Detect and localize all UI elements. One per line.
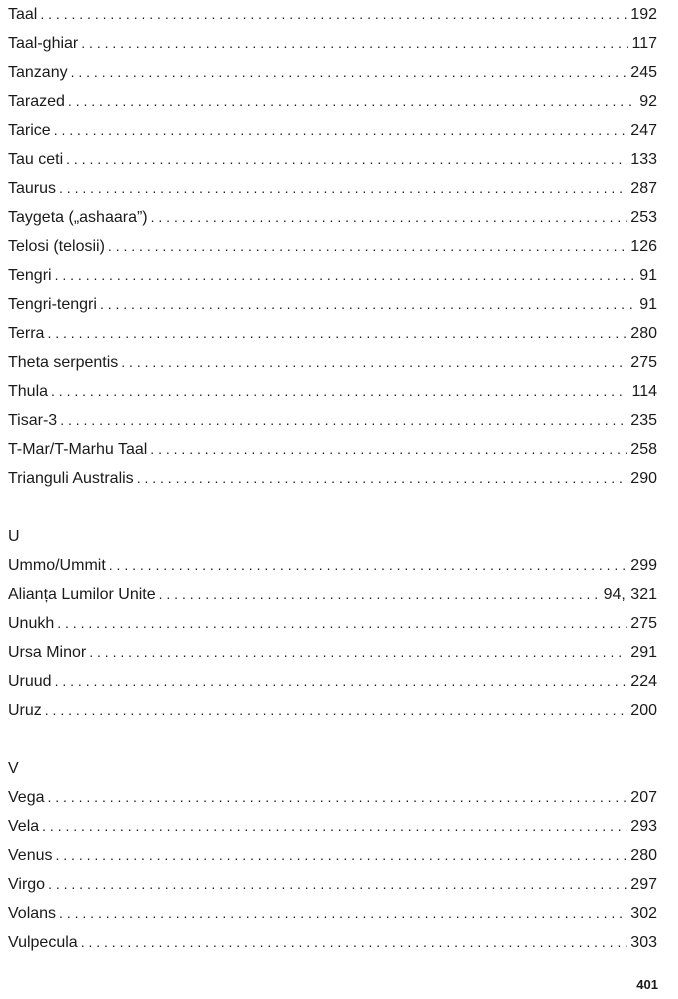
- dot-leader: [137, 464, 628, 493]
- entry-name: Telosi (telosii): [8, 238, 105, 255]
- entry-name: Trianguli Australis: [8, 470, 134, 487]
- index-entry: [8, 812, 657, 841]
- index-entry: [8, 232, 657, 261]
- entry-page: 117: [631, 35, 657, 52]
- entry-name: Uruud: [8, 673, 52, 690]
- entry-page: 235: [630, 412, 657, 429]
- entry-name: Theta serpentis: [8, 354, 119, 371]
- index-entry: [8, 377, 657, 406]
- index-entry: [8, 406, 657, 435]
- entry-page: 224: [630, 673, 657, 690]
- index-entry: [8, 696, 657, 725]
- index-entry: [8, 464, 657, 493]
- index-entry: [8, 203, 657, 232]
- entry-name: Alianța Lumilor Unite: [8, 586, 156, 603]
- entry-page: 92: [639, 93, 657, 110]
- dot-leader: [89, 638, 627, 667]
- entry-page: 297: [630, 876, 657, 893]
- entry-page: 290: [630, 470, 657, 487]
- index-entry: [8, 261, 657, 290]
- entry-name: Terra: [8, 325, 45, 342]
- dot-leader: [71, 58, 628, 87]
- entry-page: 245: [630, 64, 657, 81]
- entry-name: Virgo: [8, 876, 46, 893]
- entry-page: 280: [630, 847, 657, 864]
- dot-leader: [55, 667, 628, 696]
- dot-leader: [54, 116, 628, 145]
- entry-name: Ummo/Ummit: [8, 557, 106, 574]
- entry-page: 303: [630, 934, 657, 951]
- entry-name: Tau ceti: [8, 151, 64, 168]
- index-entry: [8, 58, 657, 87]
- entry-name: Vela: [8, 818, 40, 835]
- index-list: [8, 0, 657, 957]
- dot-leader: [68, 87, 636, 116]
- dot-leader: [159, 580, 601, 609]
- index-entry: [8, 551, 657, 580]
- entry-page: 287: [630, 180, 657, 197]
- entry-page: 293: [630, 818, 657, 835]
- entry-name: Tarazed: [8, 93, 65, 110]
- entry-name: Vulpecula: [8, 934, 78, 951]
- index-entry: [8, 928, 657, 957]
- index-entry: [8, 174, 657, 203]
- entry-name: Taygeta („ashaara”): [8, 209, 148, 226]
- entry-page: 299: [630, 557, 657, 574]
- entry-name: Taal: [8, 6, 38, 23]
- index-entry: [8, 145, 657, 174]
- dot-leader: [60, 406, 627, 435]
- index-entry: [8, 667, 657, 696]
- entry-name: Ursa Minor: [8, 644, 87, 661]
- index-entry: [8, 116, 657, 145]
- section-letter-u: U: [8, 528, 20, 545]
- entry-name: Tengri: [8, 267, 52, 284]
- index-entry: [8, 435, 657, 464]
- page-number: 401: [636, 977, 658, 992]
- entry-name: Vega: [8, 789, 45, 806]
- index-entry: [8, 870, 657, 899]
- entry-page: 275: [630, 615, 657, 632]
- entry-name: Tanzany: [8, 64, 68, 81]
- dot-leader: [42, 812, 627, 841]
- entry-name: Taal-ghiar: [8, 35, 79, 52]
- entry-page: 94, 321: [603, 586, 657, 603]
- entry-page: 114: [631, 383, 657, 400]
- index-entry: [8, 899, 657, 928]
- dot-leader: [47, 319, 627, 348]
- entry-name: Tengri-tengri: [8, 296, 97, 313]
- dot-leader: [66, 145, 627, 174]
- index-entry: [8, 29, 657, 58]
- dot-leader: [108, 232, 627, 261]
- index-entry: [8, 638, 657, 667]
- entry-page: 192: [630, 6, 657, 23]
- index-entry: [8, 609, 657, 638]
- entry-name: Unukh: [8, 615, 55, 632]
- entry-page: 91: [639, 296, 657, 313]
- section-letter-v: V: [8, 760, 19, 777]
- entry-page: 258: [630, 441, 657, 458]
- entry-name: Taurus: [8, 180, 57, 197]
- dot-leader: [121, 348, 627, 377]
- entry-page: 126: [630, 238, 657, 255]
- entry-page: 291: [630, 644, 657, 661]
- dot-leader: [81, 29, 628, 58]
- entry-name: T-Mar/T-Marhu Taal: [8, 441, 148, 458]
- entry-page: 253: [630, 209, 657, 226]
- dot-leader: [57, 609, 627, 638]
- index-entry: [8, 580, 657, 609]
- entry-page: 207: [630, 789, 657, 806]
- entry-name: Venus: [8, 847, 53, 864]
- dot-leader: [51, 377, 628, 406]
- dot-leader: [109, 551, 628, 580]
- dot-leader: [59, 899, 627, 928]
- entry-name: Tarice: [8, 122, 51, 139]
- entry-name: Volans: [8, 905, 57, 922]
- entry-name: Thula: [8, 383, 49, 400]
- dot-leader: [100, 290, 636, 319]
- dot-leader: [40, 0, 627, 29]
- entry-page: 200: [630, 702, 657, 719]
- dot-leader: [59, 174, 627, 203]
- entry-name: Uruz: [8, 702, 42, 719]
- entry-page: 247: [630, 122, 657, 139]
- entry-page: 133: [630, 151, 657, 168]
- entry-page: 280: [630, 325, 657, 342]
- index-entry: [8, 290, 657, 319]
- index-entry: [8, 348, 657, 377]
- dot-leader: [55, 261, 637, 290]
- entry-page: 302: [630, 905, 657, 922]
- index-entry: [8, 783, 657, 812]
- dot-leader: [150, 435, 627, 464]
- index-entry: [8, 0, 657, 29]
- dot-leader: [81, 928, 628, 957]
- dot-leader: [55, 841, 627, 870]
- index-entry: [8, 319, 657, 348]
- dot-leader: [151, 203, 628, 232]
- entry-name: Tisar-3: [8, 412, 58, 429]
- dot-leader: [47, 783, 627, 812]
- index-entry: [8, 87, 657, 116]
- entry-page: 91: [639, 267, 657, 284]
- entry-page: 275: [630, 354, 657, 371]
- dot-leader: [45, 696, 628, 725]
- index-entry: [8, 841, 657, 870]
- dot-leader: [48, 870, 627, 899]
